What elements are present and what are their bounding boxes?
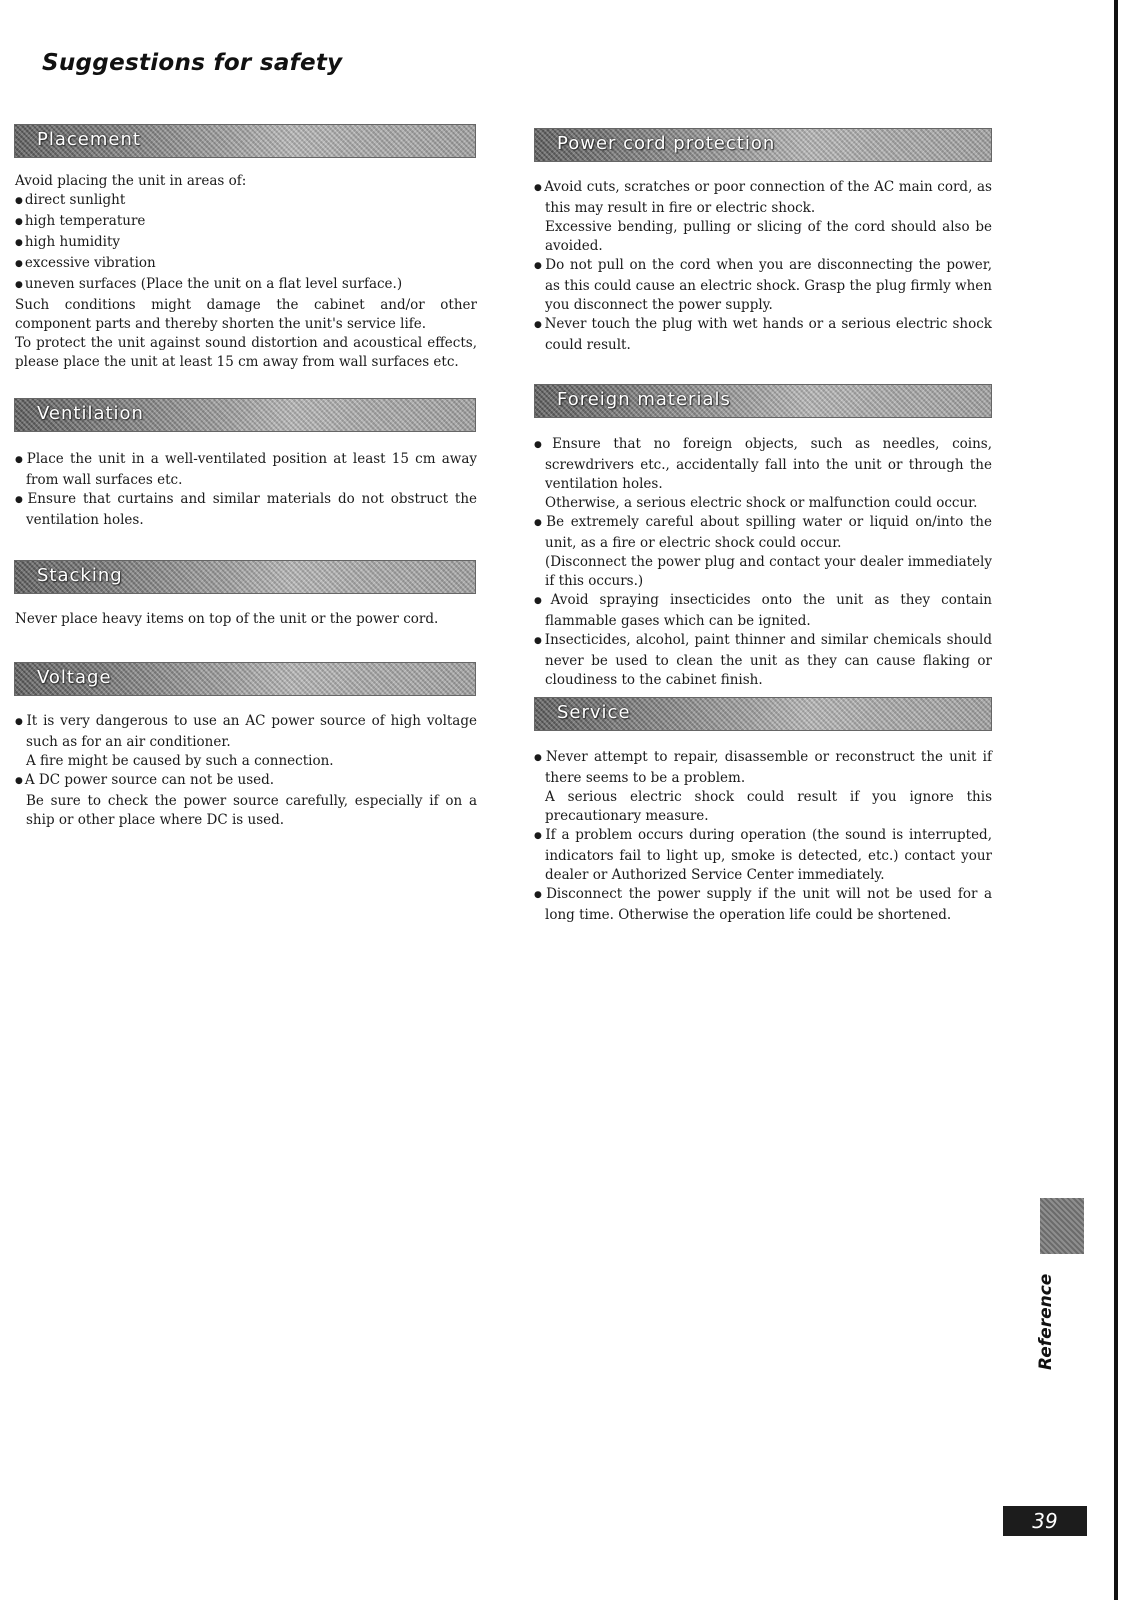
section-heading: Ventilation <box>37 403 144 424</box>
section-body-ventilation <box>15 450 477 530</box>
page-title: Suggestions for safety <box>42 50 343 76</box>
bullet-item: ● direct sunlight <box>15 191 477 212</box>
section-header-service <box>534 697 992 731</box>
paragraph-text: (Disconnect the power plug and contact your dealer immediately if this occurs.) <box>545 554 992 589</box>
bullet-item: ● Ensure that no foreign objects, such as needles, coins, screwdrivers etc., accidentally fall into the unit or through the ventilation holes. <box>534 435 992 494</box>
bullet-item: ● If a problem occurs during operation (the sound is interrupted, indicators fail to light up, smoke is detected, etc.) contact your dealer or Authorized Service Center immediately. <box>534 826 992 885</box>
bullet-item: ● uneven surfaces (Place the unit on a flat level surface.) <box>15 275 477 296</box>
section-header-voltage <box>14 662 476 696</box>
bullet-item: ● excessive vibration <box>15 254 477 275</box>
section-heading: Foreign materials <box>557 389 731 410</box>
bullet-item: ● Avoid cuts, scratches or poor connection of the AC main cord, as this may result in fire or electric shock. <box>534 178 992 218</box>
bullet-item: ● Place the unit in a well-ventilated position at least 15 cm away from wall surfaces etc. <box>15 450 477 490</box>
section-body-service <box>534 748 992 925</box>
paragraph-text: Such conditions might damage the cabinet and/or other component parts and thereby shorten the unit's service life. <box>15 297 477 332</box>
section-body-placement <box>15 172 477 372</box>
reference-tab-marker <box>1040 1198 1084 1254</box>
bullet-item: ● Insecticides, alcohol, paint thinner and similar chemicals should never be used to clean the unit as they can cause flaking or cloudiness to the cabinet finish. <box>534 631 992 690</box>
bullet-item: ● Never attempt to repair, disassemble or reconstruct the unit if there seems to be a problem. <box>534 748 992 788</box>
section-body-foreign-materials <box>534 435 992 690</box>
bullet-item: ● high temperature <box>15 212 477 233</box>
bullet-item: ● Avoid spraying insecticides onto the unit as they contain flammable gases which can be ignited. <box>534 591 992 631</box>
section-header-placement <box>14 124 476 158</box>
section-heading: Placement <box>37 129 141 150</box>
paragraph-text: A fire might be caused by such a connection. <box>26 753 334 769</box>
section-header-foreign-materials <box>534 384 992 418</box>
bullet-item: ● It is very dangerous to use an AC power source of high voltage such as for an air conditioner. <box>15 712 477 752</box>
bullet-item: ● Be extremely careful about spilling water or liquid on/into the unit, as a fire or electric shock could occur. <box>534 513 992 553</box>
paragraph-text: To protect the unit against sound distortion and acoustical effects, please place the unit at least 15 cm away from wall surfaces etc. <box>15 335 477 370</box>
paragraph-text: Excessive bending, pulling or slicing of the cord should also be avoided. <box>545 219 992 254</box>
section-header-ventilation <box>14 398 476 432</box>
paragraph-text: Never place heavy items on top of the unit or the power cord. <box>15 611 439 627</box>
paragraph-text: Be sure to check the power source carefully, especially if on a ship or other place where DC is used. <box>26 793 477 828</box>
paragraph-text: Avoid placing the unit in areas of: <box>15 173 247 189</box>
section-heading: Power cord protection <box>557 133 776 154</box>
section-body-power-cord <box>534 178 992 355</box>
bullet-item: ● high humidity <box>15 233 477 254</box>
right-edge-rule <box>1114 0 1118 1600</box>
page-number: 39 <box>1003 1506 1087 1536</box>
bullet-item: ● Do not pull on the cord when you are disconnecting the power, as this could cause an electric shock. Grasp the plug firmly when you disconnect the power supply. <box>534 256 992 315</box>
bullet-item: ● Never touch the plug with wet hands or a serious electric shock could result. <box>534 315 992 355</box>
paragraph-text: A serious electric shock could result if you ignore this precautionary measure. <box>545 789 992 824</box>
section-header-power-cord <box>534 128 992 162</box>
bullet-item: ● A DC power source can not be used. <box>15 771 477 792</box>
section-header-stacking <box>14 560 476 594</box>
section-heading: Stacking <box>37 565 123 586</box>
section-heading: Service <box>557 702 631 723</box>
bullet-item: ● Ensure that curtains and similar materials do not obstruct the ventilation holes. <box>15 490 477 530</box>
section-heading: Voltage <box>37 667 112 688</box>
side-label-reference: Reference <box>1036 1273 1056 1370</box>
section-body-stacking <box>15 610 477 629</box>
section-body-voltage <box>15 712 477 830</box>
bullet-item: ● Disconnect the power supply if the unit will not be used for a long time. Otherwise the operation life could be shortened. <box>534 885 992 925</box>
paragraph-text: Otherwise, a serious electric shock or malfunction could occur. <box>545 495 978 511</box>
